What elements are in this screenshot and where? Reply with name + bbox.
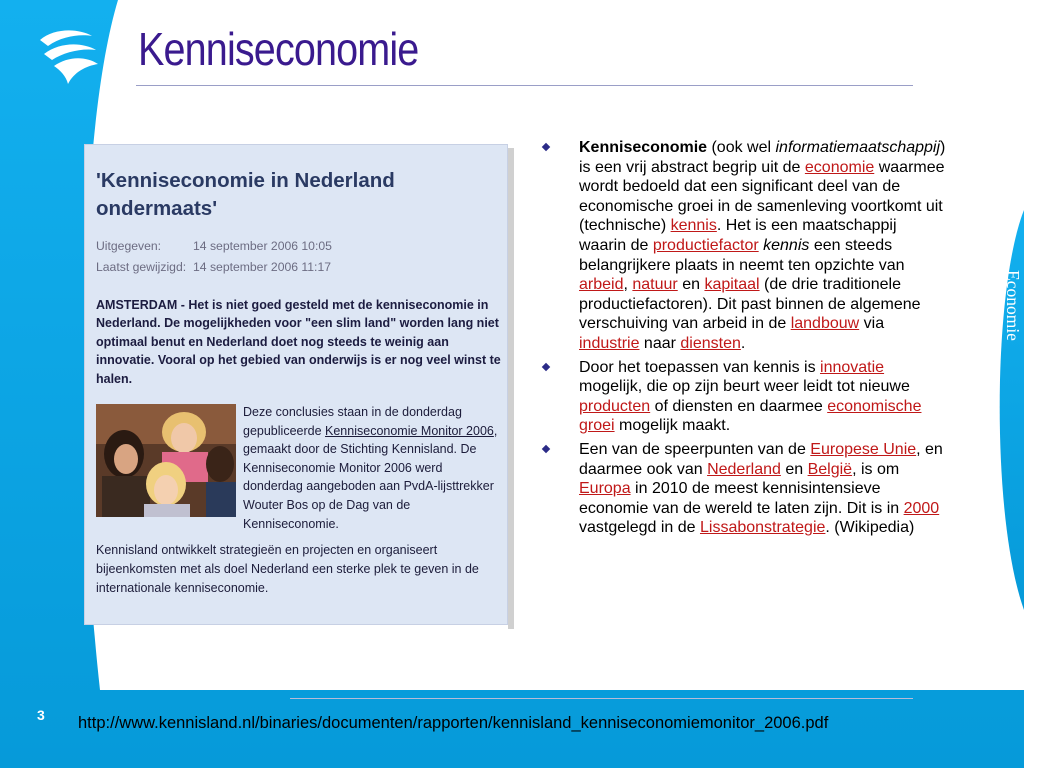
article-published: [96, 239, 332, 253]
monitor-link[interactable]: Kenniseconomie Monitor 2006: [325, 423, 494, 438]
text: Een van de speerpunten van de: [579, 440, 811, 458]
students-photo: [96, 404, 236, 517]
article-caption: [243, 403, 505, 533]
text: (de drie traditionele productiefactoren). Dit past binnen de algemene verschuiving van arbeid in de: [579, 276, 921, 333]
link-economie[interactable]: economie: [804, 158, 875, 176]
text: ,: [623, 276, 633, 294]
title-divider: [136, 85, 913, 86]
link-innovatie[interactable]: innovatie: [820, 358, 885, 376]
term-kenniseconomie: Kenniseconomie: [579, 139, 708, 156]
source-url[interactable]: http://www.kennisland.nl/binaries/documenten/rapporten/kennisland_kenniseconomiemonitor_2006.pdf: [78, 714, 829, 732]
text: . (Wikipedia): [825, 519, 915, 537]
text: vastgelegd in de: [579, 519, 700, 537]
text: waarmee wordt bedoeld dat een significant deel van de economische groei in de samenleving voortkomt uit (technische): [579, 158, 945, 235]
text: en: [677, 276, 705, 294]
hva-logo-icon: [34, 26, 104, 92]
text: Door het toepassen van kennis is: [579, 358, 821, 376]
bullet-diamond-icon: [542, 445, 550, 453]
link-landbouw[interactable]: landbouw: [790, 315, 860, 333]
news-article-panel: [84, 144, 508, 625]
bullet-item: [539, 138, 947, 354]
slide-title: Kenniseconomie: [138, 23, 419, 75]
bullet-diamond-icon: [542, 143, 550, 151]
link-europese-unie[interactable]: Europese Unie: [810, 440, 917, 458]
article-updated: [96, 260, 331, 274]
text: mogelijk maakt.: [614, 417, 731, 435]
link-lissabonstrategie[interactable]: Lissabonstrategie: [699, 519, 826, 537]
text: , is om: [852, 460, 900, 478]
text: via: [859, 315, 885, 333]
link-diensten[interactable]: diensten: [680, 334, 741, 352]
link-kennis[interactable]: kennis: [670, 217, 717, 235]
bullet-item: [539, 358, 947, 436]
article-tail: Kennisland ontwikkelt strategieën en projecten en organiseert bijeenkomsten met als doel Nederland een sterke plek te geven in de internationale kenniseconomie.: [96, 543, 479, 595]
text: . Het is een maatschappij waarin de: [579, 217, 897, 254]
updated-value: 14 september 2006 11:17: [193, 260, 332, 274]
link-industrie[interactable]: industrie: [579, 334, 640, 352]
link-2000[interactable]: 2000: [903, 499, 940, 517]
article-title: 'Kenniseconomie in Nederland ondermaats': [96, 169, 395, 220]
text: en: [780, 460, 808, 478]
institution-dept: Economie: [1003, 270, 1023, 341]
bullet-list: [539, 138, 947, 542]
link-kapitaal[interactable]: kapitaal: [704, 276, 760, 294]
bullet-item: [539, 440, 947, 538]
article-shadow: [508, 148, 514, 629]
link-arbeid[interactable]: arbeid: [579, 276, 624, 294]
link-europa[interactable]: Europa: [579, 480, 631, 498]
published-label: Uitgegeven:: [96, 239, 162, 253]
italic-term: kennis: [763, 236, 810, 254]
institution-vertical-text: [1002, 270, 1046, 468]
text: in 2010 de meest kennisintensieve economie van de wereld te laten zijn. Dit is in: [579, 480, 904, 517]
text: mogelijk, die op zijn beurt weer leidt tot nieuwe: [579, 378, 910, 396]
caption-text-post: , gemaakt door de Stichting Kennisland. De Kenniseconomie Monitor 2006 werd donderdag aangeboden aan PvdA-lijsttrekker Wouter Bos op de Dag van de Kenniseconomie.: [243, 423, 498, 531]
institution-name: Hogeschool van Amsterdam: [1025, 270, 1045, 469]
text: of diensten en daarmee: [650, 397, 828, 415]
caption-text-pre: Deze conclusies staan in de donderdag gepubliceerde: [243, 405, 462, 438]
link-economische-groei[interactable]: economische groei: [579, 397, 922, 435]
text: (ook wel: [707, 139, 776, 156]
text: ) is een vrij abstract begrip uit de: [579, 139, 946, 176]
italic-term: informatiemaatschappij: [775, 139, 941, 156]
link-belgie[interactable]: België: [807, 460, 853, 478]
link-nederland[interactable]: Nederland: [707, 460, 781, 478]
updated-label: Laatst gewijzigd:: [96, 260, 187, 274]
footer-divider: [290, 698, 913, 699]
text: , en daarmee ook van: [579, 440, 943, 478]
text: .: [740, 334, 746, 352]
link-productiefactor[interactable]: productiefactor: [652, 236, 759, 254]
article-lead: AMSTERDAM - Het is niet goed gesteld met de kenniseconomie in Nederland. De mogelijkheden voor "een slim land" worden lang niet optimaal benut en Nederland doet nog steeds te weinig aan innovatie. Vooral op het gebied van onderwijs is er nog veel winst te halen.: [96, 298, 501, 386]
bullet-diamond-icon: [542, 362, 550, 370]
link-producten[interactable]: producten: [579, 397, 651, 415]
slide-number: 3: [37, 707, 45, 723]
link-natuur[interactable]: natuur: [632, 276, 678, 294]
published-value: 14 september 2006 10:05: [193, 239, 332, 253]
text: naar: [639, 334, 681, 352]
text: een steeds belangrijkere plaats in neemt ten opzichte van: [579, 236, 905, 274]
